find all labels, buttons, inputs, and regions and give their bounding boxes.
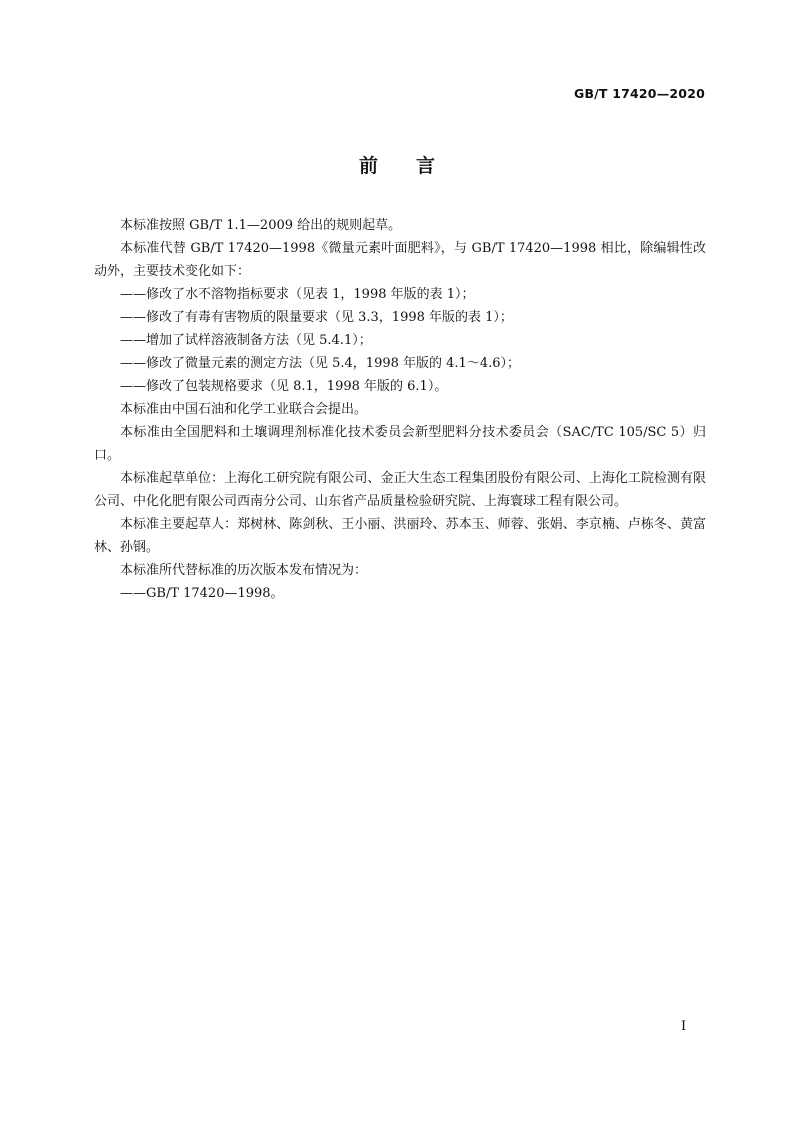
paragraph-proposed-by: 本标准由中国石油和化学工业联合会提出。 [120,402,368,417]
paragraph-replaces: 本标准代替 GB/T 17420—1998《微量元素叶面肥料》，与 GB/T 17420—1998 相比，除编辑性改动外，主要技术变化如下： [94,241,706,279]
paragraph-drafters: 本标准主要起草人：郑树林、陈剑秋、王小丽、洪丽玲、苏本玉、师蓉、张娟、李京楠、卢栋冬、黄富林、孙钢。 [94,517,706,555]
change-item: ——修改了微量元素的测定方法（见 5.4，1998 年版的 4.1～4.6）； [120,356,521,371]
page-number: I [681,1019,687,1034]
previous-edition-item: ——GB/T 17420—1998。 [120,586,284,601]
document-code: GB/T 17420—2020 [573,86,705,101]
paragraph-drafting-units: 本标准起草单位：上海化工研究院有限公司、金正大生态工程集团股份有限公司、上海化工院检测有限公司、中化化肥有限公司西南分公司、山东省产品质量检验研究院、上海寰球工程有限公司。 [94,471,706,509]
page-title: 前 言 [358,155,435,177]
foreword-body [94,214,706,605]
paragraph-previous-editions: 本标准所代替标准的历次版本发布情况为： [120,563,368,578]
change-item: ——修改了水不溶物指标要求（见表 1，1998 年版的表 1）； [120,287,475,302]
paragraph-under-jurisdiction: 本标准由全国肥料和土壤调理剂标准化技术委员会新型肥料分技术委员会（SAC/TC 105/SC 5）归口。 [94,425,706,463]
change-item: ——修改了有毒有害物质的限量要求（见 3.3，1998 年版的表 1）； [120,310,513,325]
change-item: ——增加了试样溶液制备方法（见 5.4.1）； [120,333,372,348]
paragraph-drafting-rules: 本标准按照 GB/T 1.1—2009 给出的规则起草。 [120,218,402,233]
change-item: ——修改了包装规格要求（见 8.1，1998 年版的 6.1）。 [120,379,448,394]
